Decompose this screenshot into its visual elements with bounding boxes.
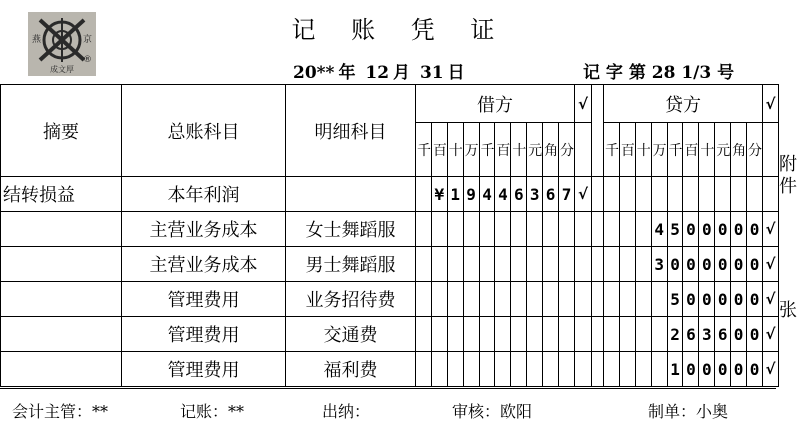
column-gap	[592, 282, 604, 317]
credit-check-mark: √	[763, 247, 779, 282]
credit-digit: 0	[747, 352, 763, 387]
debit-digit: 6	[543, 177, 559, 212]
row-summary	[1, 212, 122, 247]
header-summary: 摘要	[1, 85, 122, 177]
credit-digit: 0	[715, 212, 731, 247]
row-general-account: 主营业务成本	[122, 212, 286, 247]
debit-digit	[559, 282, 575, 317]
credit-digit	[619, 352, 635, 387]
credit-digit	[619, 317, 635, 352]
debit-digit: 4	[495, 177, 511, 212]
header-credit: 贷方	[604, 85, 763, 123]
debit-digit	[527, 352, 543, 387]
debit-digit	[511, 247, 527, 282]
attachment-unit: 张	[779, 300, 797, 321]
credit-digit	[604, 177, 620, 212]
credit-digit	[635, 352, 651, 387]
column-gap	[592, 247, 604, 282]
credit-digit: 0	[731, 247, 747, 282]
debit-digit	[559, 352, 575, 387]
debit-digit	[416, 212, 432, 247]
credit-digit	[635, 317, 651, 352]
table-row	[1, 247, 779, 282]
row-sub-account	[286, 177, 416, 212]
debit-digit	[416, 352, 432, 387]
debit-digit: 3	[527, 177, 543, 212]
debit-digit	[495, 317, 511, 352]
credit-digit	[619, 282, 635, 317]
debit-check-mark: √	[575, 177, 592, 212]
credit-digit	[715, 177, 731, 212]
debit-unit-header: 万	[463, 123, 479, 177]
column-gap	[592, 352, 604, 387]
credit-digit: 0	[715, 282, 731, 317]
debit-digit	[495, 282, 511, 317]
debit-digit	[463, 247, 479, 282]
credit-digit: 0	[683, 247, 699, 282]
table-row	[1, 282, 779, 317]
credit-digit	[604, 352, 620, 387]
debit-digit	[511, 282, 527, 317]
credit-unit-header: 千	[667, 123, 683, 177]
credit-digit: 1	[667, 352, 683, 387]
debit-check-mark	[575, 212, 592, 247]
credit-check-mark: √	[763, 352, 779, 387]
credit-check-mark: √	[763, 282, 779, 317]
debit-digit	[495, 352, 511, 387]
credit-unit-header: 百	[619, 123, 635, 177]
debit-digit	[495, 247, 511, 282]
credit-digit: 0	[699, 352, 715, 387]
date-day: 31	[419, 63, 444, 83]
row-summary	[1, 317, 122, 352]
debit-digit	[543, 247, 559, 282]
credit-digit	[604, 247, 620, 282]
column-gap	[592, 177, 604, 212]
debit-digit: 1	[447, 177, 463, 212]
credit-digit	[604, 317, 620, 352]
debit-unit-header: 百	[431, 123, 447, 177]
credit-digit: 0	[715, 247, 731, 282]
debit-digit	[511, 212, 527, 247]
voucher-title: 记 账 凭 证	[291, 16, 509, 44]
credit-digit: 3	[651, 247, 667, 282]
credit-digit: 0	[731, 282, 747, 317]
debit-check-mark	[575, 352, 592, 387]
debit-unit-header: 角	[543, 123, 559, 177]
row-general-account: 管理费用	[122, 352, 286, 387]
credit-digit: 0	[747, 282, 763, 317]
credit-unit-header: 分	[747, 123, 763, 177]
credit-digit: 0	[699, 247, 715, 282]
header-debit-check: √	[575, 85, 592, 123]
credit-digit: 0	[731, 212, 747, 247]
debit-digit	[463, 282, 479, 317]
debit-digit	[416, 317, 432, 352]
debit-digit	[447, 317, 463, 352]
logo-bottom-text: 成文厚	[50, 65, 74, 74]
debit-digit	[527, 317, 543, 352]
debit-digit	[431, 282, 447, 317]
credit-digit: 0	[731, 352, 747, 387]
credit-check-mark	[763, 177, 779, 212]
debit-digit	[447, 282, 463, 317]
credit-digit: 0	[683, 282, 699, 317]
table-row	[1, 352, 779, 387]
voucher-table	[0, 84, 779, 387]
credit-digit	[731, 177, 747, 212]
debit-check-mark	[575, 282, 592, 317]
header-general-account: 总账科目	[122, 85, 286, 177]
row-sub-account: 福利费	[286, 352, 416, 387]
credit-digit: 0	[699, 282, 715, 317]
credit-digit	[651, 352, 667, 387]
credit-digit	[651, 282, 667, 317]
row-summary	[1, 247, 122, 282]
column-gap	[592, 317, 604, 352]
debit-digit	[416, 247, 432, 282]
row-sub-account: 业务招待费	[286, 282, 416, 317]
credit-unit-header: 角	[731, 123, 747, 177]
row-summary	[1, 352, 122, 387]
debit-digit	[511, 317, 527, 352]
debit-digit	[479, 352, 495, 387]
credit-digit	[619, 212, 635, 247]
debit-unit-header: 百	[495, 123, 511, 177]
credit-digit	[604, 282, 620, 317]
debit-digit	[431, 352, 447, 387]
debit-check-mark	[575, 317, 592, 352]
date-month: 12	[365, 63, 390, 83]
debit-unit-header: 千	[479, 123, 495, 177]
credit-digit: 0	[715, 352, 731, 387]
credit-digit	[651, 177, 667, 212]
debit-digit	[416, 282, 432, 317]
header-debit: 借方	[416, 85, 575, 123]
credit-digit	[635, 177, 651, 212]
debit-digit	[416, 177, 432, 212]
credit-digit: 6	[683, 317, 699, 352]
signature-footer	[0, 388, 776, 429]
debit-unit-header: 分	[559, 123, 575, 177]
row-summary: 结转损益	[1, 177, 122, 212]
logo-right-text: 京	[83, 35, 93, 45]
debit-digit	[447, 212, 463, 247]
row-sub-account: 女士舞蹈服	[286, 212, 416, 247]
debit-digit	[559, 317, 575, 352]
debit-digit	[431, 212, 447, 247]
debit-digit: 9	[463, 177, 479, 212]
row-general-account: 主营业务成本	[122, 247, 286, 282]
credit-digit	[635, 212, 651, 247]
debit-digit	[463, 212, 479, 247]
cashier-signature: 出纳：	[322, 402, 371, 421]
debit-digit	[543, 212, 559, 247]
debit-digit	[431, 247, 447, 282]
credit-check-blank	[763, 123, 779, 177]
credit-digit: 0	[699, 212, 715, 247]
debit-unit-header: 十	[447, 123, 463, 177]
date-month-unit: 月	[393, 63, 411, 83]
debit-unit-header: 元	[527, 123, 543, 177]
attachment-label: 附件	[779, 154, 797, 197]
header-gap	[592, 85, 604, 177]
credit-digit	[619, 177, 635, 212]
debit-digit	[447, 247, 463, 282]
bookkeeper-signature: 记账：**	[180, 402, 245, 421]
credit-digit	[667, 177, 683, 212]
debit-digit	[479, 247, 495, 282]
header-sub-account: 明细科目	[286, 85, 416, 177]
table-row	[1, 177, 779, 212]
date-year: 20**	[293, 63, 335, 83]
credit-digit: 6	[715, 317, 731, 352]
debit-digit: 6	[511, 177, 527, 212]
row-general-account: 本年利润	[122, 177, 286, 212]
credit-digit: 0	[747, 212, 763, 247]
credit-digit	[699, 177, 715, 212]
header-credit-check: √	[763, 85, 779, 123]
debit-digit: ¥	[431, 177, 447, 212]
credit-digit	[683, 177, 699, 212]
row-general-account: 管理费用	[122, 282, 286, 317]
credit-check-mark: √	[763, 317, 779, 352]
debit-digit	[543, 317, 559, 352]
credit-digit: 0	[731, 317, 747, 352]
credit-digit	[604, 212, 620, 247]
debit-digit	[543, 282, 559, 317]
debit-digit	[559, 247, 575, 282]
date-year-unit: 年	[338, 63, 356, 83]
credit-digit: 0	[683, 212, 699, 247]
credit-digit: 0	[667, 247, 683, 282]
credit-digit: 0	[747, 247, 763, 282]
row-sub-account: 交通费	[286, 317, 416, 352]
debit-digit: 7	[559, 177, 575, 212]
voucher-number: 记 字 第 28 1/3 号	[583, 63, 735, 83]
row-sub-account: 男士舞蹈服	[286, 247, 416, 282]
credit-unit-header: 十	[635, 123, 651, 177]
debit-digit	[543, 352, 559, 387]
debit-digit	[527, 282, 543, 317]
credit-digit: 2	[667, 317, 683, 352]
debit-digit	[479, 282, 495, 317]
debit-unit-header: 千	[416, 123, 432, 177]
credit-digit	[651, 317, 667, 352]
credit-unit-header: 万	[651, 123, 667, 177]
debit-digit	[511, 352, 527, 387]
row-summary	[1, 282, 122, 317]
debit-digit	[463, 352, 479, 387]
credit-unit-header: 十	[699, 123, 715, 177]
logo-left-text: 燕	[32, 35, 42, 45]
debit-digit	[431, 317, 447, 352]
credit-digit: 5	[667, 212, 683, 247]
date-day-unit: 日	[447, 63, 465, 83]
credit-digit	[619, 247, 635, 282]
credit-unit-header: 千	[604, 123, 620, 177]
credit-check-mark: √	[763, 212, 779, 247]
credit-digit	[747, 177, 763, 212]
table-row	[1, 212, 779, 247]
credit-digit	[635, 247, 651, 282]
debit-digit	[495, 212, 511, 247]
debit-digit	[527, 212, 543, 247]
logo-registered-mark: ®	[83, 55, 92, 65]
debit-digit	[479, 317, 495, 352]
row-general-account: 管理费用	[122, 317, 286, 352]
debit-digit	[479, 212, 495, 247]
credit-digit: 0	[747, 317, 763, 352]
supervisor-signature: 会计主管：**	[12, 402, 109, 421]
debit-check-mark	[575, 247, 592, 282]
credit-unit-header: 元	[715, 123, 731, 177]
column-gap	[592, 212, 604, 247]
debit-digit	[463, 317, 479, 352]
voucher-date	[293, 58, 469, 83]
debit-unit-header: 十	[511, 123, 527, 177]
debit-check-blank	[575, 123, 592, 177]
credit-digit	[635, 282, 651, 317]
credit-digit: 3	[699, 317, 715, 352]
debit-digit	[559, 212, 575, 247]
credit-digit: 0	[683, 352, 699, 387]
credit-unit-header: 百	[683, 123, 699, 177]
credit-digit: 4	[651, 212, 667, 247]
preparer-signature: 制单：小奥	[648, 402, 729, 421]
debit-digit: 4	[479, 177, 495, 212]
debit-digit	[447, 352, 463, 387]
reviewer-signature: 审核：欧阳	[452, 402, 533, 421]
debit-digit	[527, 247, 543, 282]
credit-digit: 5	[667, 282, 683, 317]
table-row	[1, 317, 779, 352]
